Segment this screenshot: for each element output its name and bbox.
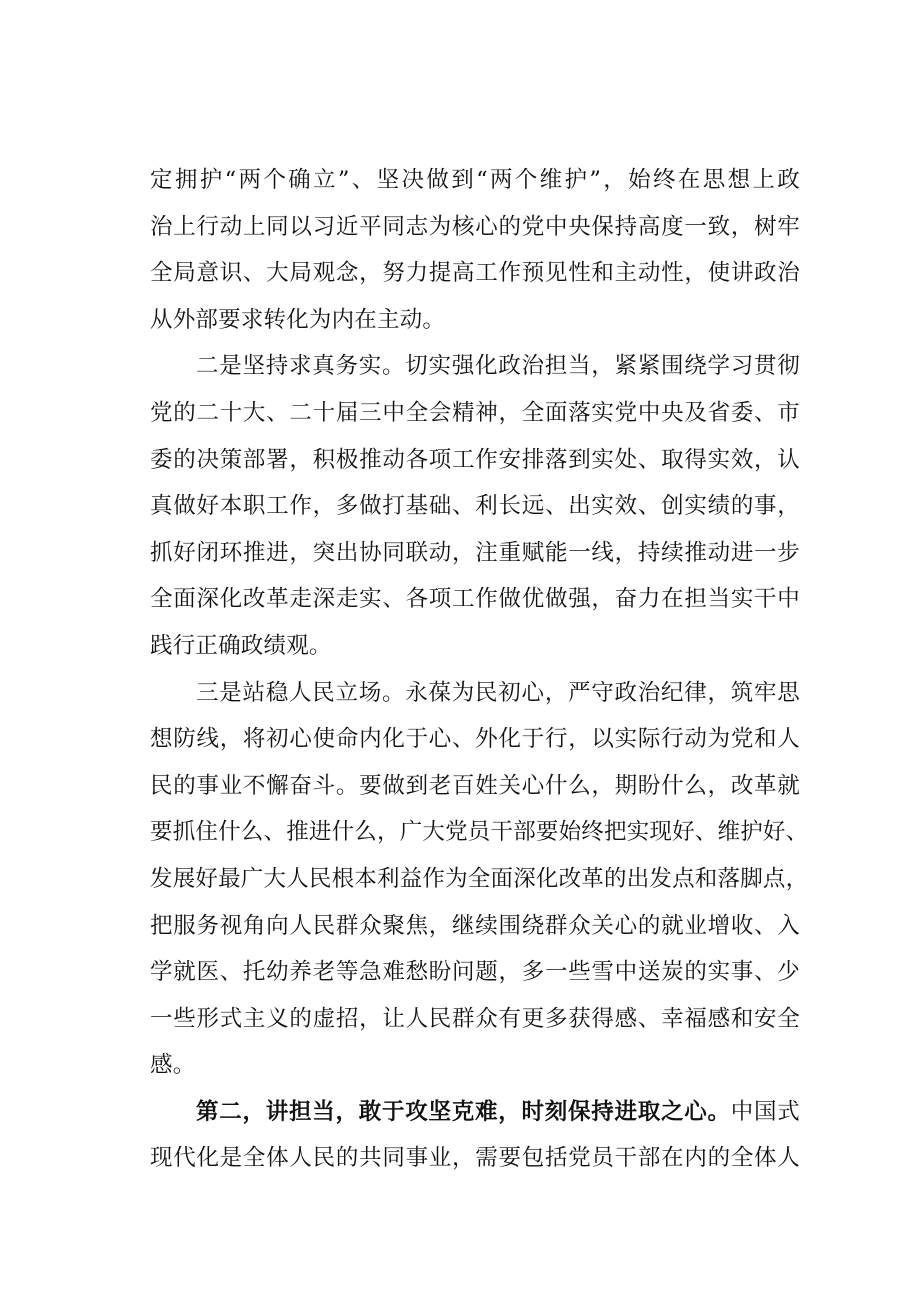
paragraph (150, 1089, 800, 1182)
text-line: 发展好最广大人民根本利益作为全面深化改革的出发点和落脚点， (150, 865, 809, 892)
text-line: 全局意识、大局观念，努力提高工作预见性和主动性，使讲政治 (150, 260, 800, 287)
text-line: 定拥护“两个确立”、坚决做到“两个维护”，始终在思想上政 (150, 167, 800, 193)
text-line: 要抓住什么、推进什么，广大党员干部要始终把实现好、维护好、 (150, 819, 809, 846)
text-line: 把服务视角向人民群众聚焦，继续围绕群众关心的就业增收、入 (150, 912, 800, 939)
lead-rest-text: 中国式 (730, 1098, 800, 1125)
text-line: 委的决策部署，积极推动各项工作安排落到实处、取得实效，认 (150, 446, 800, 473)
text-line: 一些形式主义的虚招，让人民群众有更多获得感、幸福感和安全 (150, 1005, 800, 1032)
text-line: 全面深化改革走深走实、各项工作做优做强，奋力在担当实干中 (150, 586, 800, 613)
text-line (150, 1089, 800, 1136)
text-line: 真做好本职工作，多做打基础、利长远、出实效、创实绩的事， (150, 493, 800, 520)
text-line: 践行正确政绩观。 (150, 632, 332, 659)
paragraph (150, 670, 809, 1089)
text-line: 抓好闭环推进，突出协同联动，注重赋能一线，持续推动进一步 (150, 539, 800, 566)
document-body (150, 157, 809, 1182)
text-line: 二是坚持求真务实。切实强化政治担当，紧紧围绕学习贯彻 (196, 353, 800, 380)
paragraph (150, 157, 800, 343)
text-line: 治上行动上同以习近平同志为核心的党中央保持高度一致，树牢 (150, 213, 800, 240)
text-line: 感。 (150, 1052, 196, 1079)
paragraph (150, 343, 800, 669)
text-line: 党的二十大、二十届三中全会精神，全面落实党中央及省委、市 (150, 399, 800, 426)
bold-lead-sentence: 第二，讲担当，敢于攻坚克难，时刻保持进取之心。 (196, 1098, 731, 1125)
text-line: 想防线，将初心使命内化于心、外化于行，以实际行动为党和人 (150, 726, 800, 753)
text-line: 学就医、托幼养老等急难愁盼问题，多一些雪中送炭的实事、少 (150, 959, 800, 986)
text-line: 现代化是全体人民的共同事业，需要包括党员干部在内的全体人 (150, 1145, 800, 1172)
text-line: 三是站稳人民立场。永葆为民初心，严守政治纪律，筑牢思 (196, 679, 800, 706)
text-line: 民的事业不懈奋斗。要做到老百姓关心什么，期盼什么，改革就 (150, 772, 800, 799)
text-line: 从外部要求转化为内在主动。 (150, 306, 446, 333)
